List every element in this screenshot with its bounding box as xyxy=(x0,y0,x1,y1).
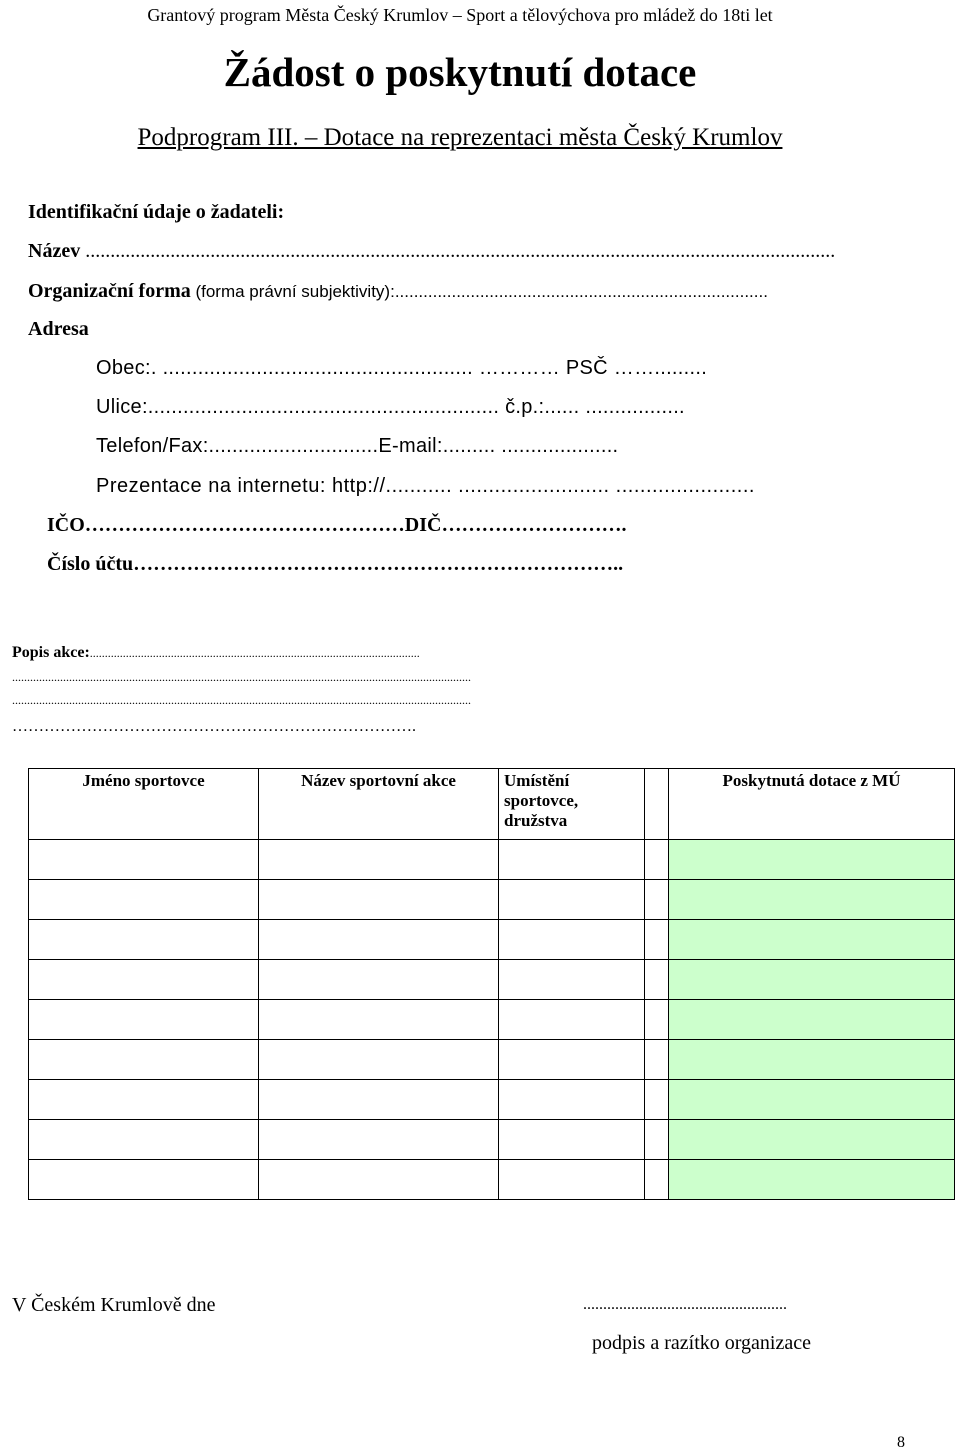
table-cell[interactable] xyxy=(499,880,645,920)
telefon-email-field[interactable]: Telefon/Fax:.............................E-mail:......... .................... xyxy=(96,435,619,457)
table-row xyxy=(29,960,955,1000)
table-row xyxy=(29,1000,955,1040)
description-line-2: ......................................................................................................................................................... xyxy=(12,670,471,684)
page-title: Žádost o poskytnutí dotace xyxy=(223,49,697,95)
header-subsidy: Poskytnutá dotace z MÚ xyxy=(669,769,955,840)
obec-field[interactable]: Obec:. ..................................................... ………… PSČ ……......... xyxy=(96,357,708,379)
table-cell[interactable] xyxy=(29,1040,259,1080)
table-cell[interactable] xyxy=(499,960,645,1000)
table-cell[interactable] xyxy=(645,840,669,880)
org-form-field[interactable] xyxy=(28,280,768,303)
table-cell[interactable] xyxy=(29,960,259,1000)
name-dots: ...................................................................................................................................................... xyxy=(85,240,836,262)
table-cell[interactable] xyxy=(645,1120,669,1160)
header-blank xyxy=(645,769,669,840)
ico-dic-field[interactable]: IČO…………………………………………DIČ………………………. xyxy=(47,514,627,536)
description-line-4: …………………………………………………………………. xyxy=(12,718,416,735)
table-cell[interactable] xyxy=(29,1080,259,1120)
event-description-field[interactable] xyxy=(12,644,420,662)
table-row xyxy=(29,1120,955,1160)
table-row xyxy=(29,920,955,960)
table-cell[interactable] xyxy=(259,880,499,920)
org-form-dots: ............................................................................... xyxy=(394,282,768,301)
table-cell[interactable] xyxy=(259,1040,499,1080)
applicant-heading: Identifikační údaje o žadateli: xyxy=(28,201,285,223)
signature-line[interactable]: ................................................... xyxy=(583,1296,787,1313)
table-cell[interactable] xyxy=(259,960,499,1000)
table-cell[interactable] xyxy=(669,920,955,960)
table-cell[interactable] xyxy=(29,1000,259,1040)
table-cell[interactable] xyxy=(669,960,955,1000)
address-label: Adresa xyxy=(28,318,89,340)
table-row xyxy=(29,1080,955,1120)
table-cell[interactable] xyxy=(499,1160,645,1200)
table-cell[interactable] xyxy=(259,840,499,880)
table-row xyxy=(29,840,955,880)
table-cell[interactable] xyxy=(29,1160,259,1200)
page-number: 8 xyxy=(897,1434,905,1451)
table-cell[interactable] xyxy=(259,1120,499,1160)
subprogram-title: Podprogram III. – Dotace na reprezentaci města Český Krumlov xyxy=(137,124,783,151)
table-cell[interactable] xyxy=(499,1040,645,1080)
table-cell[interactable] xyxy=(669,1120,955,1160)
name-field[interactable] xyxy=(28,240,835,263)
table-cell[interactable] xyxy=(645,1000,669,1040)
table-row xyxy=(29,880,955,920)
org-form-note: (forma právní subjektivity): xyxy=(190,282,395,301)
table-cell[interactable] xyxy=(259,1160,499,1200)
name-label: Název xyxy=(28,240,81,262)
table-cell[interactable] xyxy=(669,1000,955,1040)
description-line-3: ......................................................................................................................................................... xyxy=(12,693,471,707)
table-cell[interactable] xyxy=(499,840,645,880)
place-date-label: V Českém Krumlově dne xyxy=(12,1294,216,1316)
header-placement: Umístění sportovce, družstva xyxy=(499,769,645,840)
table-header-row xyxy=(29,769,955,840)
table-cell[interactable] xyxy=(259,920,499,960)
table-cell[interactable] xyxy=(669,1160,955,1200)
table-cell[interactable] xyxy=(499,1080,645,1120)
account-field[interactable]: Číslo účtu……………………………………………………………….. xyxy=(47,553,624,575)
ulice-field[interactable]: Ulice:............................................................ č.p.:...... ................. xyxy=(96,396,685,418)
table-cell[interactable] xyxy=(29,880,259,920)
org-form-label: Organizační forma xyxy=(28,280,191,302)
table-cell[interactable] xyxy=(645,920,669,960)
event-description-dots: .............................................................................................................. xyxy=(89,646,420,660)
table-cell[interactable] xyxy=(645,960,669,1000)
table-cell[interactable] xyxy=(29,1120,259,1160)
table-cell[interactable] xyxy=(645,1040,669,1080)
table-cell[interactable] xyxy=(669,840,955,880)
table-cell[interactable] xyxy=(499,1000,645,1040)
table-body xyxy=(29,840,955,1200)
table-cell[interactable] xyxy=(669,1080,955,1120)
table-cell[interactable] xyxy=(645,1080,669,1120)
page-header: Grantový program Města Český Krumlov – Sport a tělovýchova pro mládež do 18ti let xyxy=(147,5,773,25)
table-cell[interactable] xyxy=(499,1120,645,1160)
table-row xyxy=(29,1040,955,1080)
table-cell[interactable] xyxy=(259,1000,499,1040)
table-cell[interactable] xyxy=(645,880,669,920)
table-row xyxy=(29,1160,955,1200)
table-cell[interactable] xyxy=(29,920,259,960)
table-cell[interactable] xyxy=(259,1080,499,1120)
signature-label: podpis a razítko organizace xyxy=(592,1332,811,1354)
table-cell[interactable] xyxy=(29,840,259,880)
table-cell[interactable] xyxy=(645,1160,669,1200)
table-cell[interactable] xyxy=(499,920,645,960)
athletes-table xyxy=(28,768,955,1200)
table-cell[interactable] xyxy=(669,1040,955,1080)
header-event-name: Název sportovní akce xyxy=(259,769,499,840)
website-field[interactable]: Prezentace na internetu: http://........... ......................... ....................... xyxy=(96,475,755,497)
table-cell[interactable] xyxy=(669,880,955,920)
event-description-label: Popis akce: xyxy=(12,644,90,661)
header-athlete-name: Jméno sportovce xyxy=(29,769,259,840)
